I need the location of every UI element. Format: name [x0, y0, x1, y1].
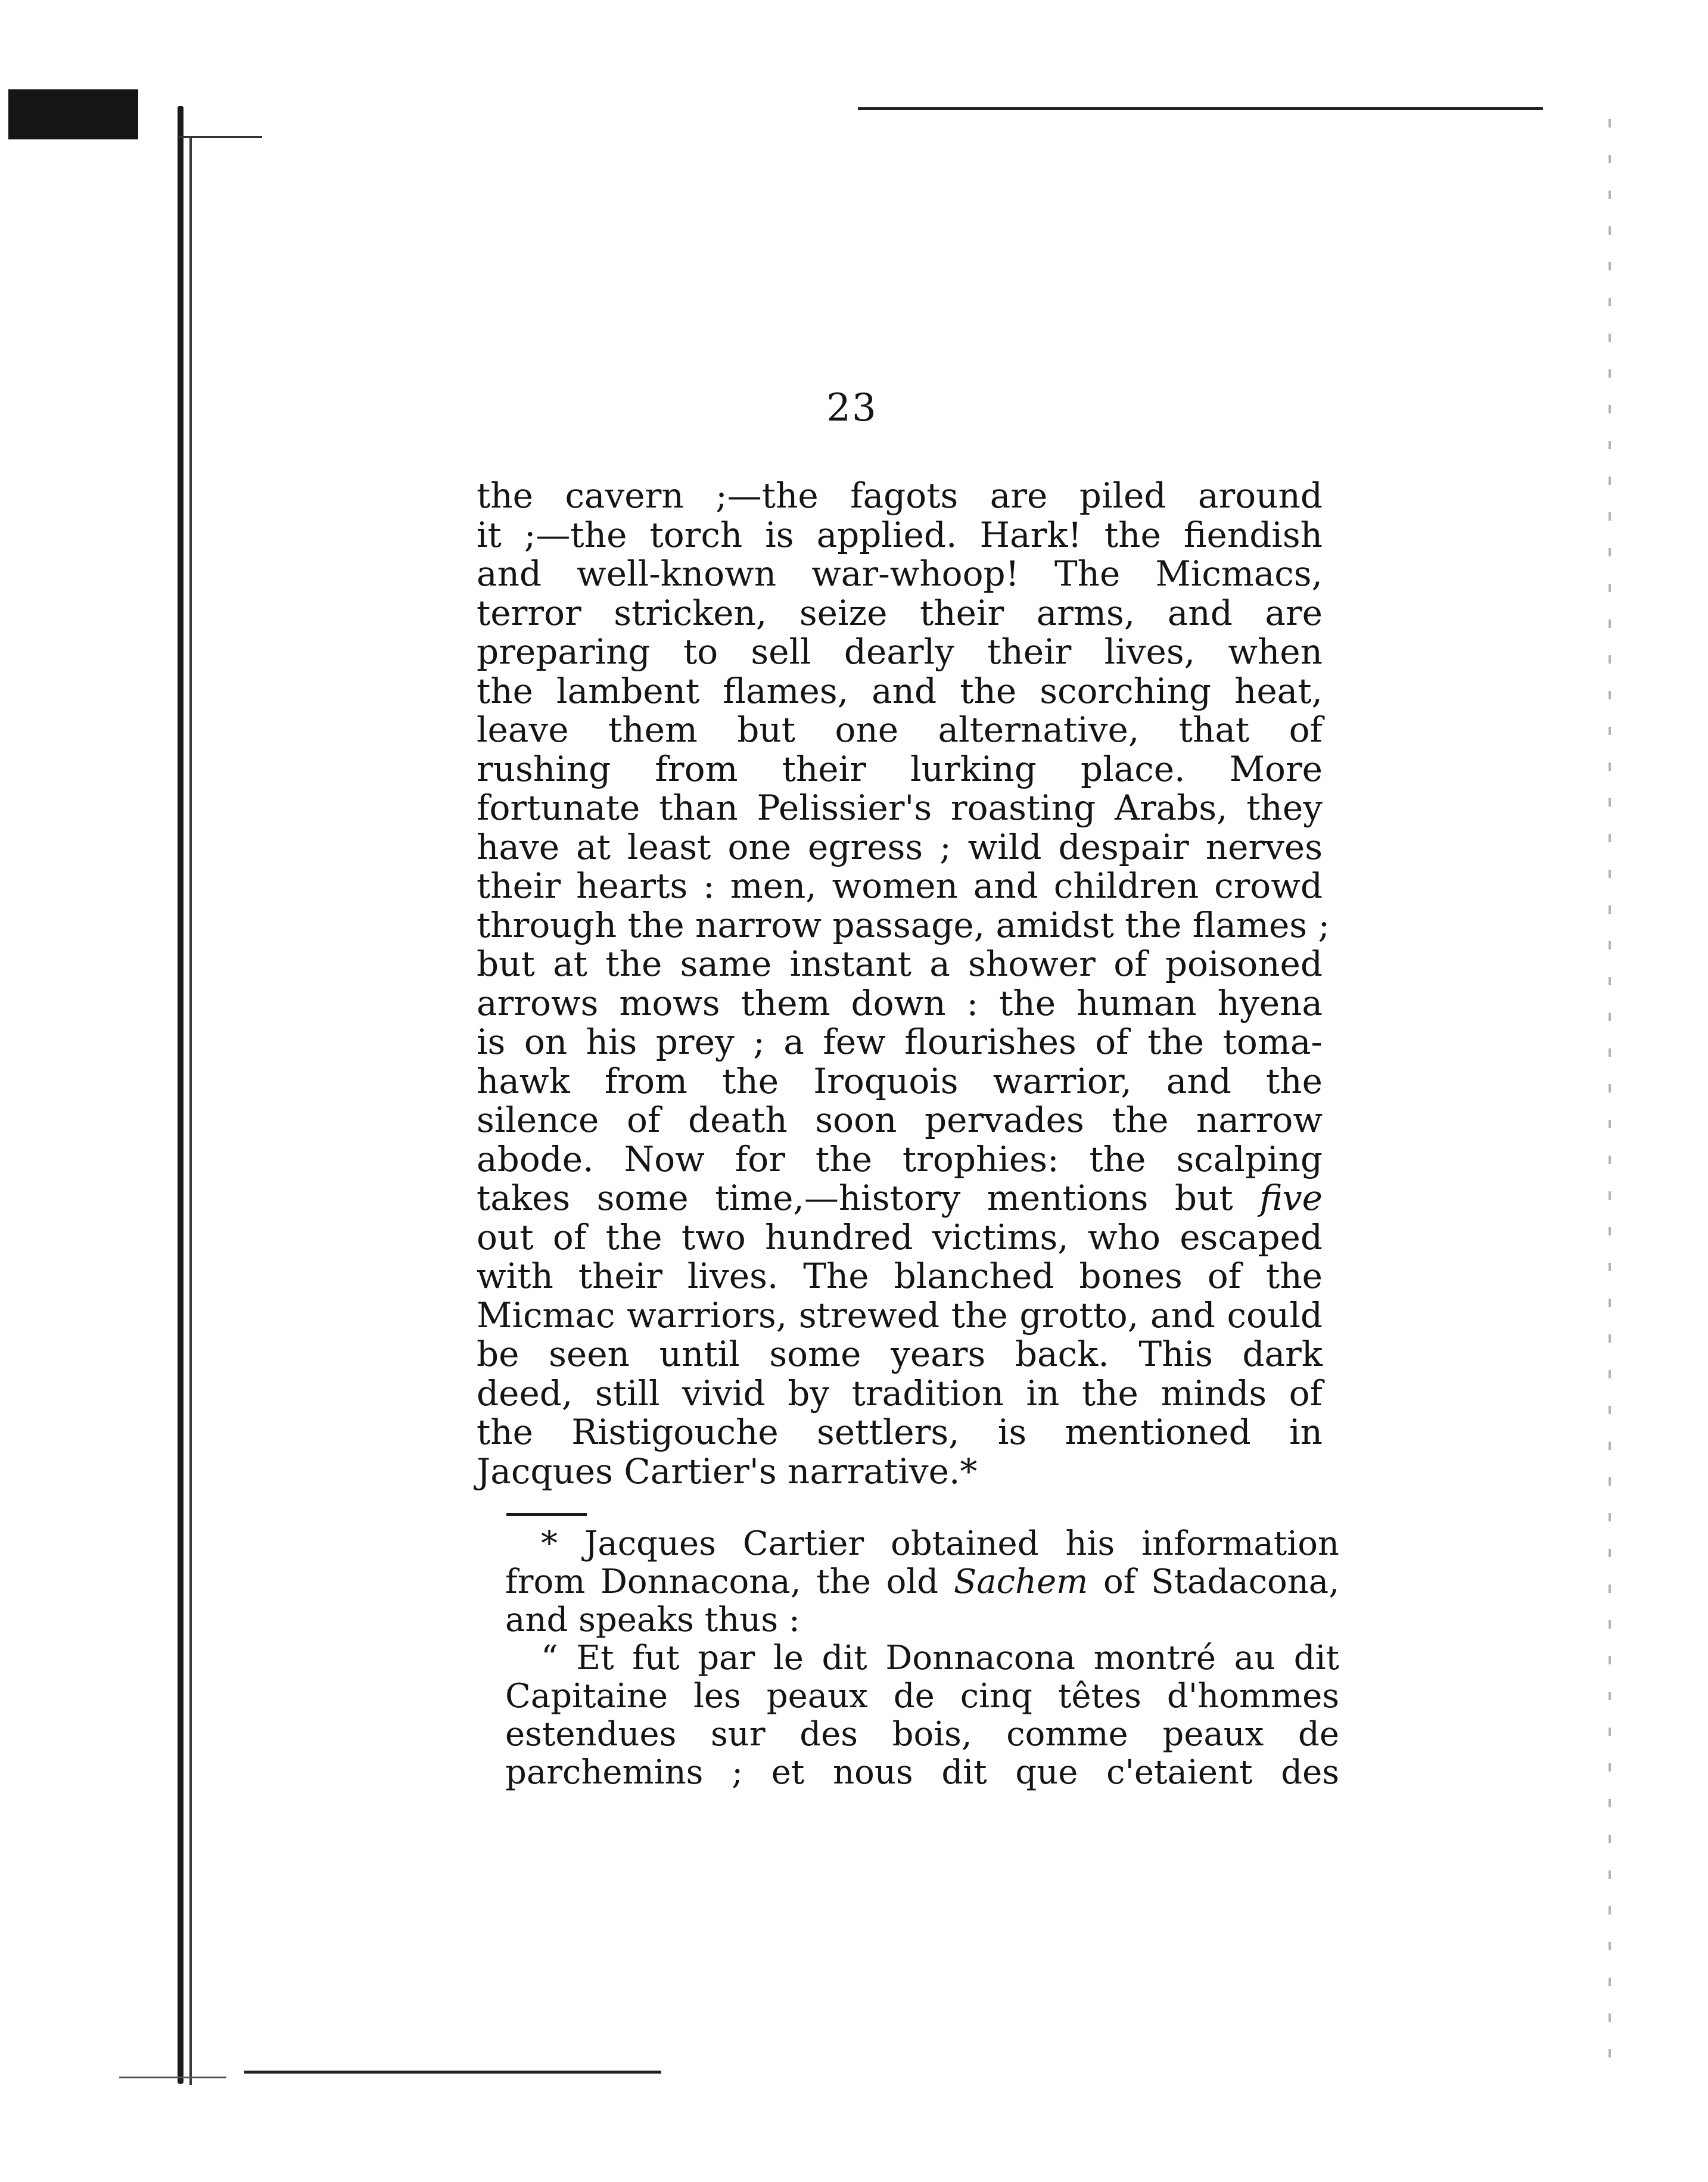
text-line: is on his prey ; a few flourishes of the toma-	[477, 1022, 1323, 1062]
footnote-quote-line: estendues sur des bois, comme peaux de	[505, 1715, 1339, 1754]
text-line: fortunate than Pelissier's roasting Arabs, they	[477, 787, 1323, 828]
text-line: but at the same instant a shower of poisoned	[477, 944, 1323, 984]
text-line: hawk from the Iroquois warrior, and the	[477, 1060, 1323, 1101]
footnote-separator	[506, 1513, 587, 1516]
text-line: arrows mows them down : the human hyena	[477, 982, 1323, 1023]
footnote-segment: of Stadacona,	[1103, 1562, 1339, 1601]
footnote-quote-line: “ Et fut par le dit Donnacona montré au dit	[541, 1639, 1339, 1677]
bottom-edge-rule	[244, 2071, 661, 2074]
footnote-segment: from Donnacona, the old	[505, 1562, 939, 1601]
text-line: it ;—the torch is applied. Hark! the fiendish	[477, 514, 1323, 555]
text-line: the Ristigouche settlers, is mentioned in	[477, 1412, 1323, 1452]
body-text	[477, 475, 1330, 1492]
footnote-line: * Jacques Cartier obtained his information	[541, 1524, 1339, 1563]
text-line: through the narrow passage, amidst the flames ;	[477, 904, 1330, 945]
right-page-edge	[1609, 119, 1611, 2085]
text-line: the cavern ;—the fagots are piled around	[477, 475, 1323, 516]
text-line-with-emphasis	[477, 1179, 1323, 1218]
text-line: terror stricken, seize their arms, and are	[477, 592, 1323, 633]
emphasis-word: five	[1259, 1178, 1323, 1218]
text-line: leave them but one alternative, that of	[477, 709, 1323, 750]
text-line: rushing from their lurking place. More	[477, 748, 1323, 789]
footnote-line: and speaks thus :	[505, 1601, 800, 1639]
text-line: Micmac warriors, strewed the grotto, and could	[477, 1294, 1323, 1336]
page-number: 23	[826, 386, 878, 430]
text-line: with their lives. The blanched bones of the	[477, 1256, 1323, 1296]
top-edge-rule	[858, 107, 1543, 110]
footnote-quote-line: Capitaine les peaux de cinq têtes d'hommes	[505, 1677, 1339, 1716]
footnote	[505, 1525, 1339, 1792]
text-line: abode. Now for the trophies: the scalping	[477, 1138, 1323, 1179]
text-line: be seen until some years back. This dark	[477, 1334, 1323, 1374]
top-edge-short-rule	[179, 136, 262, 138]
scan-artifact-block	[8, 89, 138, 139]
bottom-edge-left-rule	[119, 2077, 226, 2078]
text-line: deed, still vivid by tradition in the minds of	[477, 1372, 1323, 1414]
binding-edge-line	[178, 106, 183, 2084]
text-line: preparing to sell dearly their lives, when	[477, 631, 1323, 672]
binding-edge-inner-line	[189, 137, 192, 2085]
text-line: their hearts : men, women and children crowd	[477, 866, 1323, 906]
footnote-quote-line: parchemins ; et nous dit que c'etaient des	[505, 1753, 1339, 1792]
footnote-italic-word: Sachem	[953, 1562, 1088, 1601]
text-line: and well-known war-whoop! The Micmacs,	[477, 553, 1323, 594]
text-line: have at least one egress ; wild despair nerves	[477, 826, 1323, 867]
text-line: Jacques Cartier's narrative.*	[477, 1450, 978, 1492]
text-line: silence of death soon pervades the narrow	[477, 1100, 1323, 1140]
text-line-segment: takes some time,—history mentions but	[477, 1178, 1233, 1218]
footnote-line-with-italic	[505, 1563, 1339, 1601]
text-line: the lambent flames, and the scorching heat,	[477, 670, 1323, 711]
text-line: out of the two hundred victims, who escaped	[477, 1216, 1323, 1257]
